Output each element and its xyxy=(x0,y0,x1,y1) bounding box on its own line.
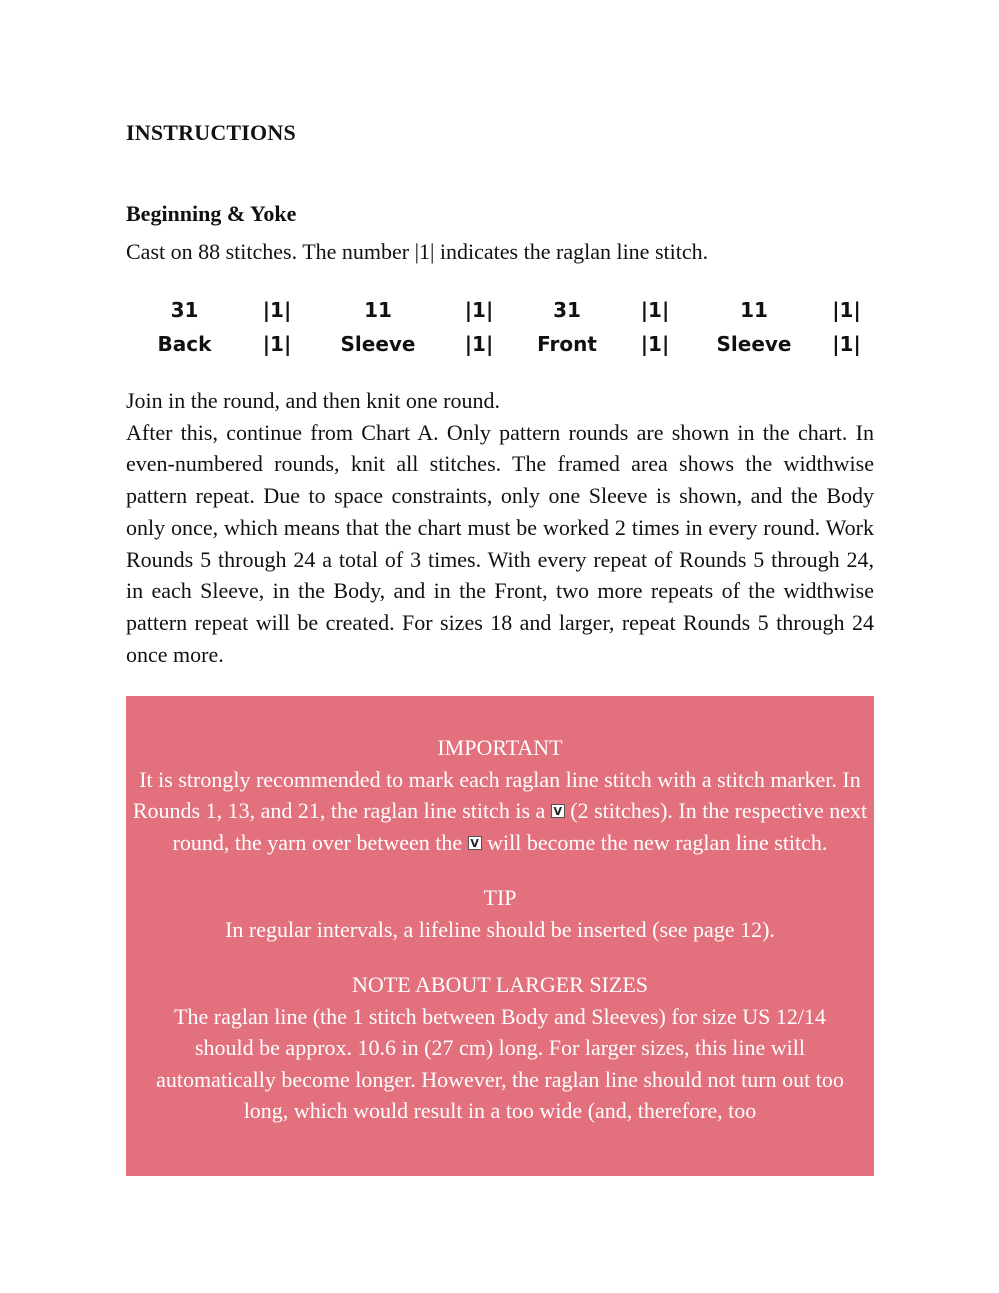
paragraph: Join in the round, and then knit one round. xyxy=(126,388,500,413)
slip-stitch-symbol-icon: V xyxy=(551,804,565,818)
page-title: INSTRUCTIONS xyxy=(126,120,296,145)
paragraph: After this, continue from Chart A. Only pattern rounds are shown in the chart. In even-numbered rounds, knit all stitches. The framed area shows the widthwise pattern repeat. Due to space constraints, only one Sleeve is shown, and the Body only once, which means that the chart must be worked 2 times in every round. Work Rounds 5 through 24 a total of 3 times. With every repeat of Rounds 5 through 24, in each Sleeve, in the Body, and in the Front, two more repeats of the widthwise pattern repeat will be created. For sizes 18 and larger, repeat Rounds 5 through 24 once more. xyxy=(126,419,874,667)
table-cell: Front xyxy=(537,332,597,356)
important-text-part: will become the new raglan line stitch. xyxy=(487,829,828,855)
table-cell: Back xyxy=(157,332,212,356)
instructions-body xyxy=(126,385,874,670)
tip-section xyxy=(126,882,874,945)
table-cell: |1| xyxy=(640,298,670,322)
note-heading: NOTE ABOUT LARGER SIZES xyxy=(352,972,648,997)
tip-text: In regular intervals, a lifeline should be inserted (see page 12). xyxy=(225,916,775,942)
table-cell: |1| xyxy=(262,298,292,322)
table-cell: |1| xyxy=(832,332,861,356)
table-cell: 11 xyxy=(740,298,768,322)
table-cell: |1| xyxy=(464,298,494,322)
table-cell: 31 xyxy=(170,298,199,322)
table-cell: |1| xyxy=(262,332,292,356)
intro-text: Cast on 88 stitches. The number |1| indicates the raglan line stitch. xyxy=(126,239,709,264)
important-text-part: (2 stitches). In the respective next round, the yarn over between the xyxy=(172,798,868,855)
stitch-count-row xyxy=(126,293,874,327)
important-section xyxy=(126,732,874,858)
table-cell: 31 xyxy=(553,298,581,322)
section-heading: Beginning & Yoke xyxy=(126,201,297,226)
note-text: The raglan line (the 1 stitch between Body and Sleeves) for size US 12/14 should be approx. 10.6 in (27 cm) long. For larger sizes, this line will automatically become longer. However, the raglan line should not turn out too long, which would result in a too wide (and, therefore, too xyxy=(156,1003,844,1123)
cast-on-stitch-table xyxy=(126,293,874,361)
important-text xyxy=(126,764,874,859)
table-cell: Sleeve xyxy=(340,332,416,356)
important-heading: IMPORTANT xyxy=(437,735,563,760)
important-text-part: It is strongly recommended to mark each raglan line stitch with a stitch marker. In Rounds 1, 13, and 21, the raglan line stitch is a xyxy=(132,766,861,823)
table-cell: |1| xyxy=(464,332,494,356)
table-cell: Sleeve xyxy=(716,332,792,356)
stitch-label-row xyxy=(126,327,874,361)
table-cell: |1| xyxy=(832,298,861,322)
table-cell: 11 xyxy=(364,298,392,322)
callout-box xyxy=(126,696,874,1176)
note-section xyxy=(126,969,874,1127)
tip-heading: TIP xyxy=(483,885,517,910)
slip-stitch-symbol-icon: V xyxy=(468,836,482,850)
table-cell: |1| xyxy=(640,332,670,356)
